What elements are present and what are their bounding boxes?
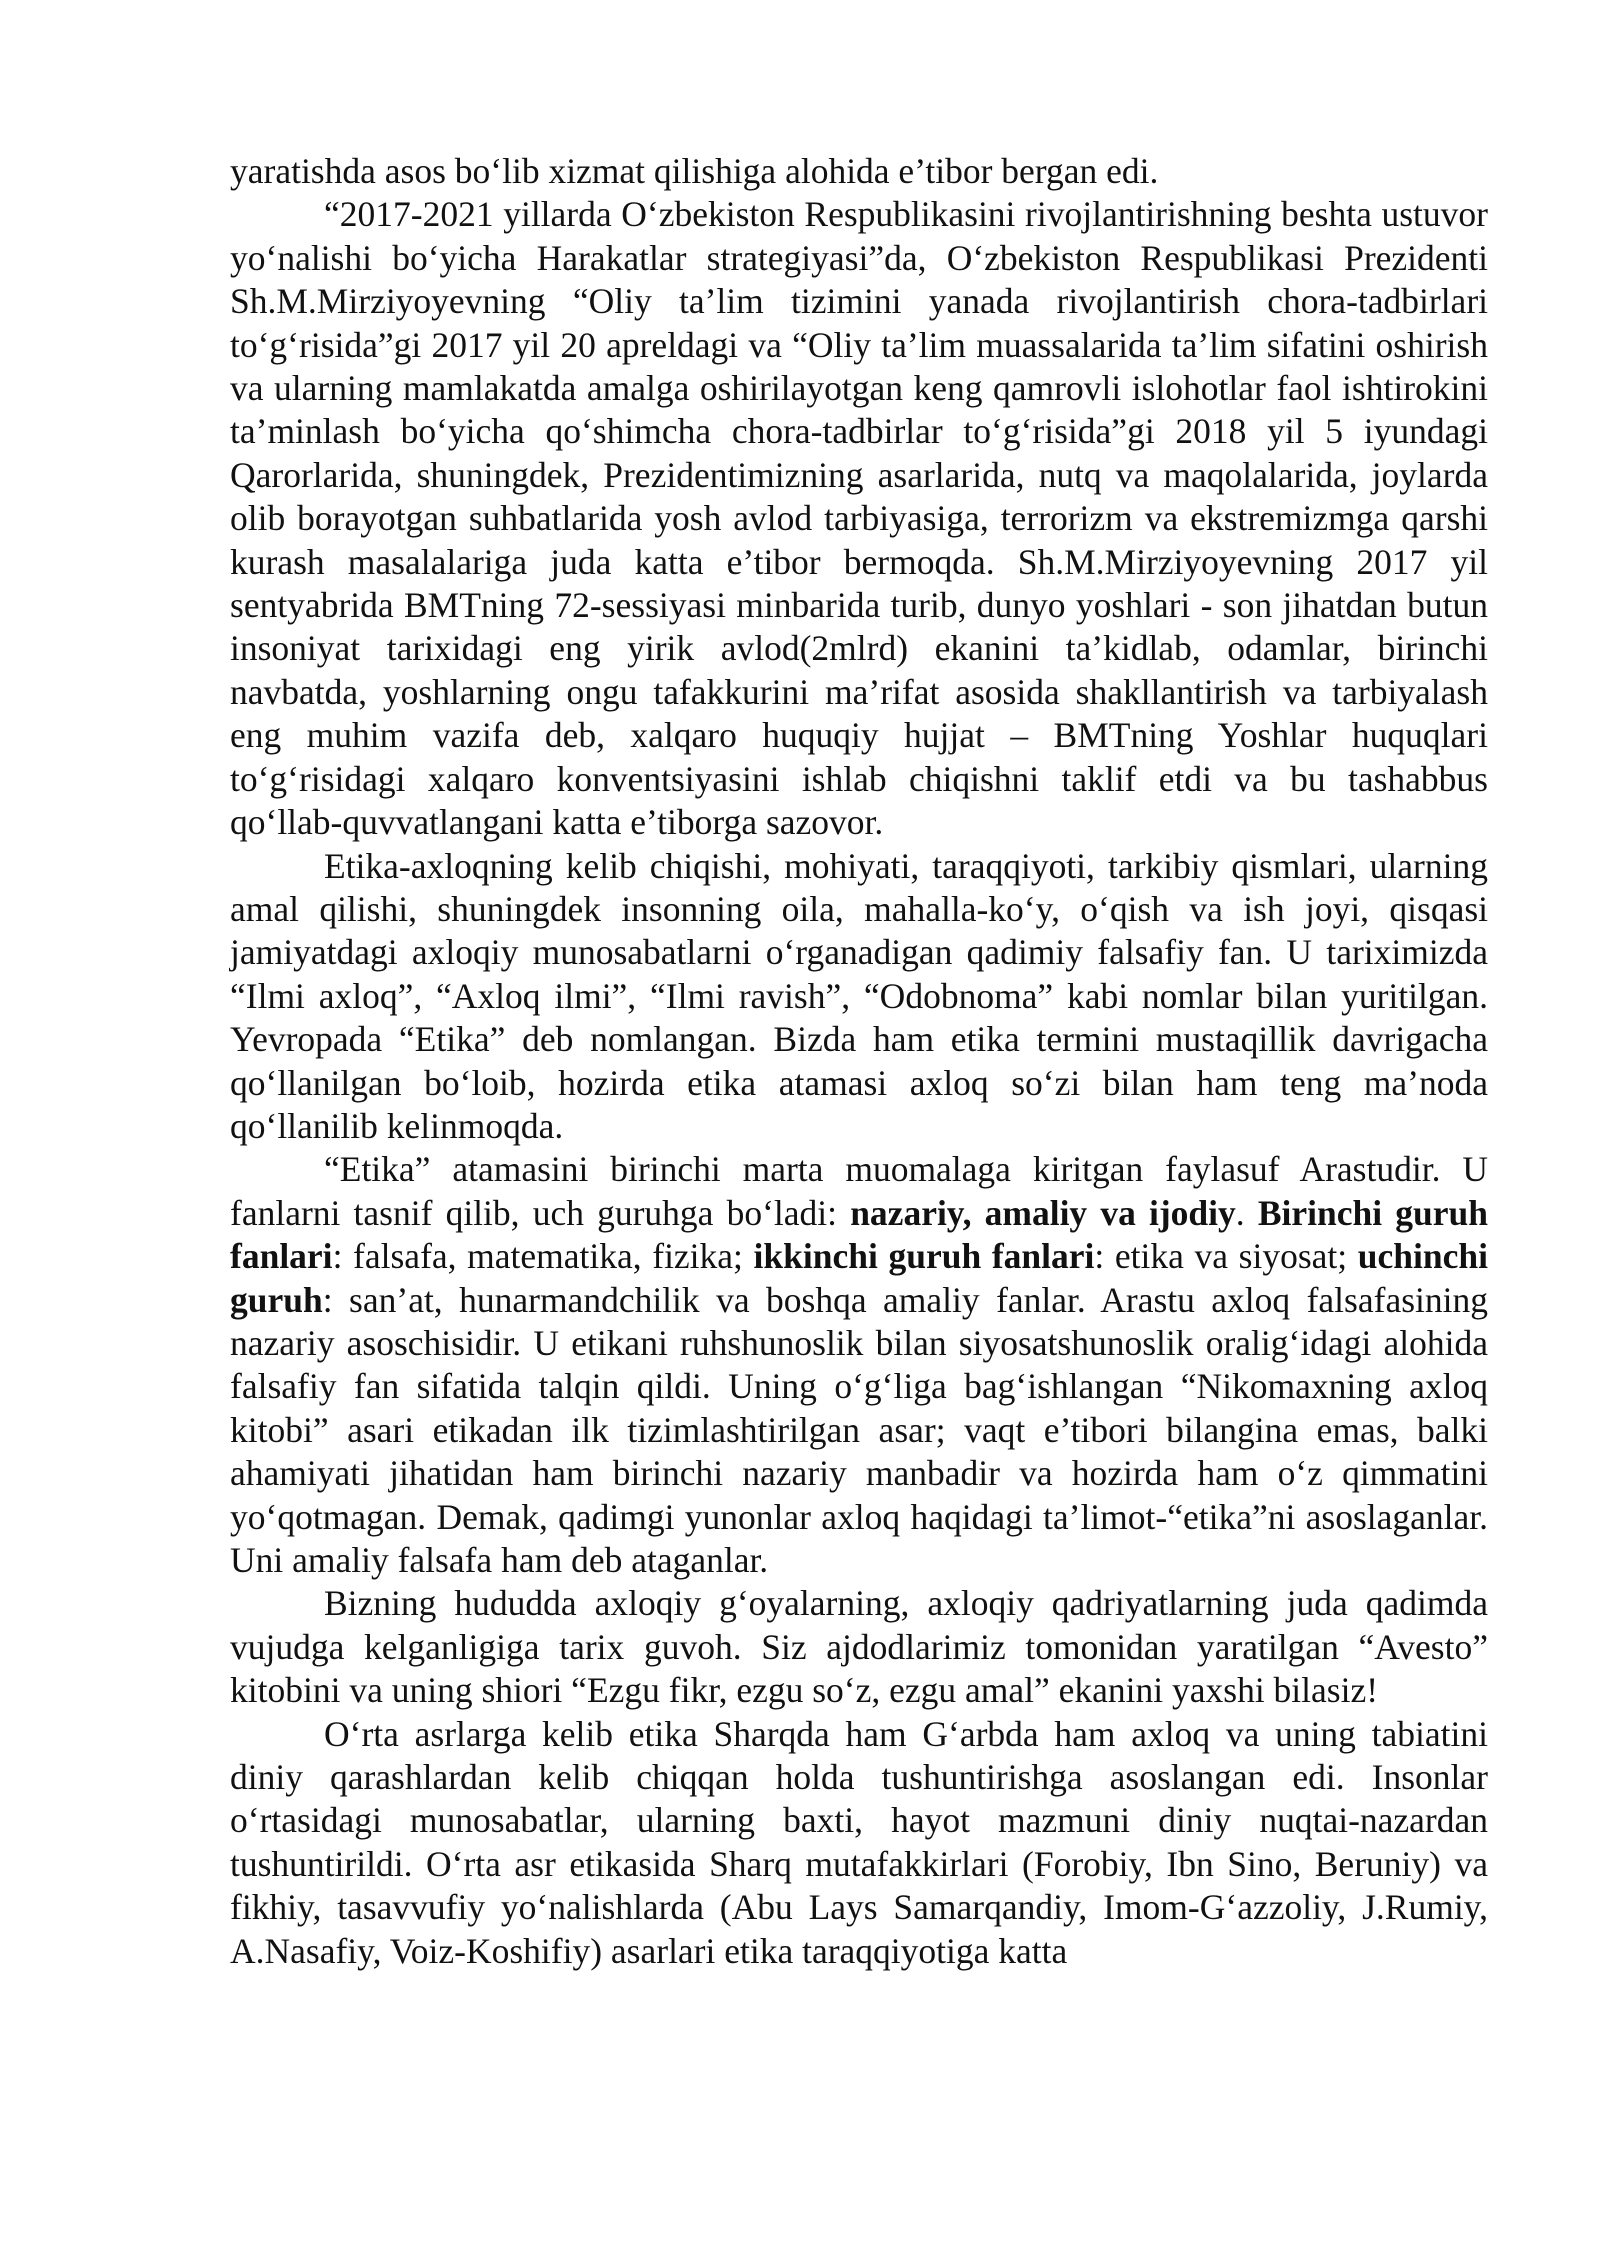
paragraph-continuation: yaratishda asos bo‘lib xizmat qilishiga alohida e’tibor bergan edi. [230,151,1159,191]
bold-term-second-group: ikkinchi guruh fanlari [753,1236,1095,1277]
text-segment: . [1235,1192,1258,1233]
bold-term-first-group: Birinchi guruh fanlari [230,1192,1489,1277]
text-segment: : etika va siyosat; [1094,1236,1358,1277]
bold-term-third-group: uchinchi guruh [230,1236,1488,1320]
text-segment: “Etika” atamasini birinchi marta muomalaga kiritgan faylasuf Arastudir. U fanlarni tasnif qilib, uch guruhga bo‘ladi: [230,1149,1488,1233]
paragraph-avesto: Bizning hududda axloqiy g‘oyalarning, axloqiy qadriyatlarning juda qadimda vujudga kelganligiga tarix guvoh. Siz ajdodlarimiz tomonidan yaratilgan “Avesto” kitobini va uning shiori “Ezgu fikr, ezgu so‘z, ezgu amal” ekanini yaxshi bilasiz! [230,1583,1488,1711]
paragraph-arastu [230,1148,1488,1582]
paragraph-etika-definition: Etika-axloqning kelib chiqishi, mohiyati, taraqqiyoti, tarkibiy qismlari, ularning amal qilishi, shuningdek insonning oila, mahalla-ko‘y, o‘qish va ish joyi, qisqasi jamiyatdagi axloqiy munosabatlarni o‘rganadigan qadimiy falsafiy fan. U tariximizda “Ilmi axloq”, “Axloq ilmi”, “Ilmi ravish”, “Odobnoma” kabi nomlar bilan yuritilgan. Yevropada “Etika” deb nomlangan. Bizda ham etika termini mustaqillik davrigacha qo‘llanilgan bo‘loib, hozirda etika atamasi axloq so‘zi bilan ham teng ma’noda qo‘llanilib kelinmoqda. [230,845,1488,1146]
paragraph-strategy: “2017-2021 yillarda O‘zbekiston Respublikasini rivojlantirishning beshta ustuvor yo‘nalishi bo‘yicha Harakatlar strategiyasi”da, O‘zbekiston Respublikasi Prezidenti Sh.M.Mirziyoyevning “Oliy ta’lim tizimini yanada rivojlantirish chora-tadbirlari to‘g‘risida”gi 2017 yil 20 apreldagi va “Oliy ta’lim muassalarida ta’lim sifatini oshirish va ularning mamlakatda amalga oshirilayotgan keng qamrovli islohotlar faol ishtirokini ta’minlash bo‘yicha qo‘shimcha chora-tadbirlar to‘g‘risida”gi 2018 yil 5 iyundagi Qarorlarida, shuningdek, Prezidentimizning asarlarida, nutq va maqolalarida, joylarda olib borayotgan suhbatlarida yosh avlod tarbiyasiga, terrorizm va ekstremizmga qarshi kurash masalalariga juda katta e’tibor bermoqda. Sh.M.Mirziyoyevning 2017 yil sentyabrida BMTning 72-sessiyasi minbarida turib, dunyo yoshlari - son jihatdan butun insoniyat tarixidagi eng yirik avlod(2mlrd) ekanini ta’kidlab, odamlar, birinchi navbatda, yoshlarning ongu tafakkurini ma’rifat asosida shakllantirish va tarbiyalash eng muhim vazifa deb, xalqaro huquqiy hujjat – BMTning Yoshlar huquqlari to‘g‘risidagi xalqaro konventsiyasini ishlab chiqishni taklif etdi va bu tashabbus qo‘llab-quvvatlangani katta e’tiborga sazovor. [230,194,1488,843]
paragraph-middle-ages: O‘rta asrlarga kelib etika Sharqda ham G‘arbda ham axloq va uning tabiatini diniy qarashlardan kelib chiqqan holda tushuntirishga asoslangan edi. Insonlar o‘rtasidagi munosabatlar, ularning baxti, hayot mazmuni diniy nuqtai-nazardan tushuntirildi. O‘rta asr etikasida Sharq mutafakkirlari (Forobiy, Ibn Sino, Beruniy) va fikhiy, tasavvufiy yo‘nalishlarda (Abu Lays Samarqandiy, Imom-G‘azzoliy, J.Rumiy, A.Nasafiy, Voiz-Koshifiy) asarlari etika taraqqiyotiga katta [230,1713,1488,1971]
bold-term-categories: nazariy, amaliy va ijodiy [850,1192,1236,1233]
text-segment: : san’at, hunarmandchilik va boshqa amaliy fanlar. Arastu axloq falsafasining nazariy asoschisidir. U etikani ruhshunoslik bilan siyosatshunoslik oralig‘idagi alohida falsafiy fan sifatida talqin qildi. Uning o‘g‘liga bag‘ishlangan “Nikomaxning axloq kitobi” asari etikadan ilk tizimlashtirilgan asar; vaqt e’tibori bilangina emas, balki ahamiyati jihatidan ham birinchi nazariy manbadir va hozirda ham o‘z qimmatini yo‘qotmagan. Demak, qadimgi yunonlar axloq haqidagi ta’limot-“etika”ni asoslaganlar. Uni amaliy falsafa ham deb ataganlar. [230,1279,1488,1580]
text-segment: : falsafa, matematika, fizika; [332,1236,754,1277]
document-page [230,150,1488,1973]
